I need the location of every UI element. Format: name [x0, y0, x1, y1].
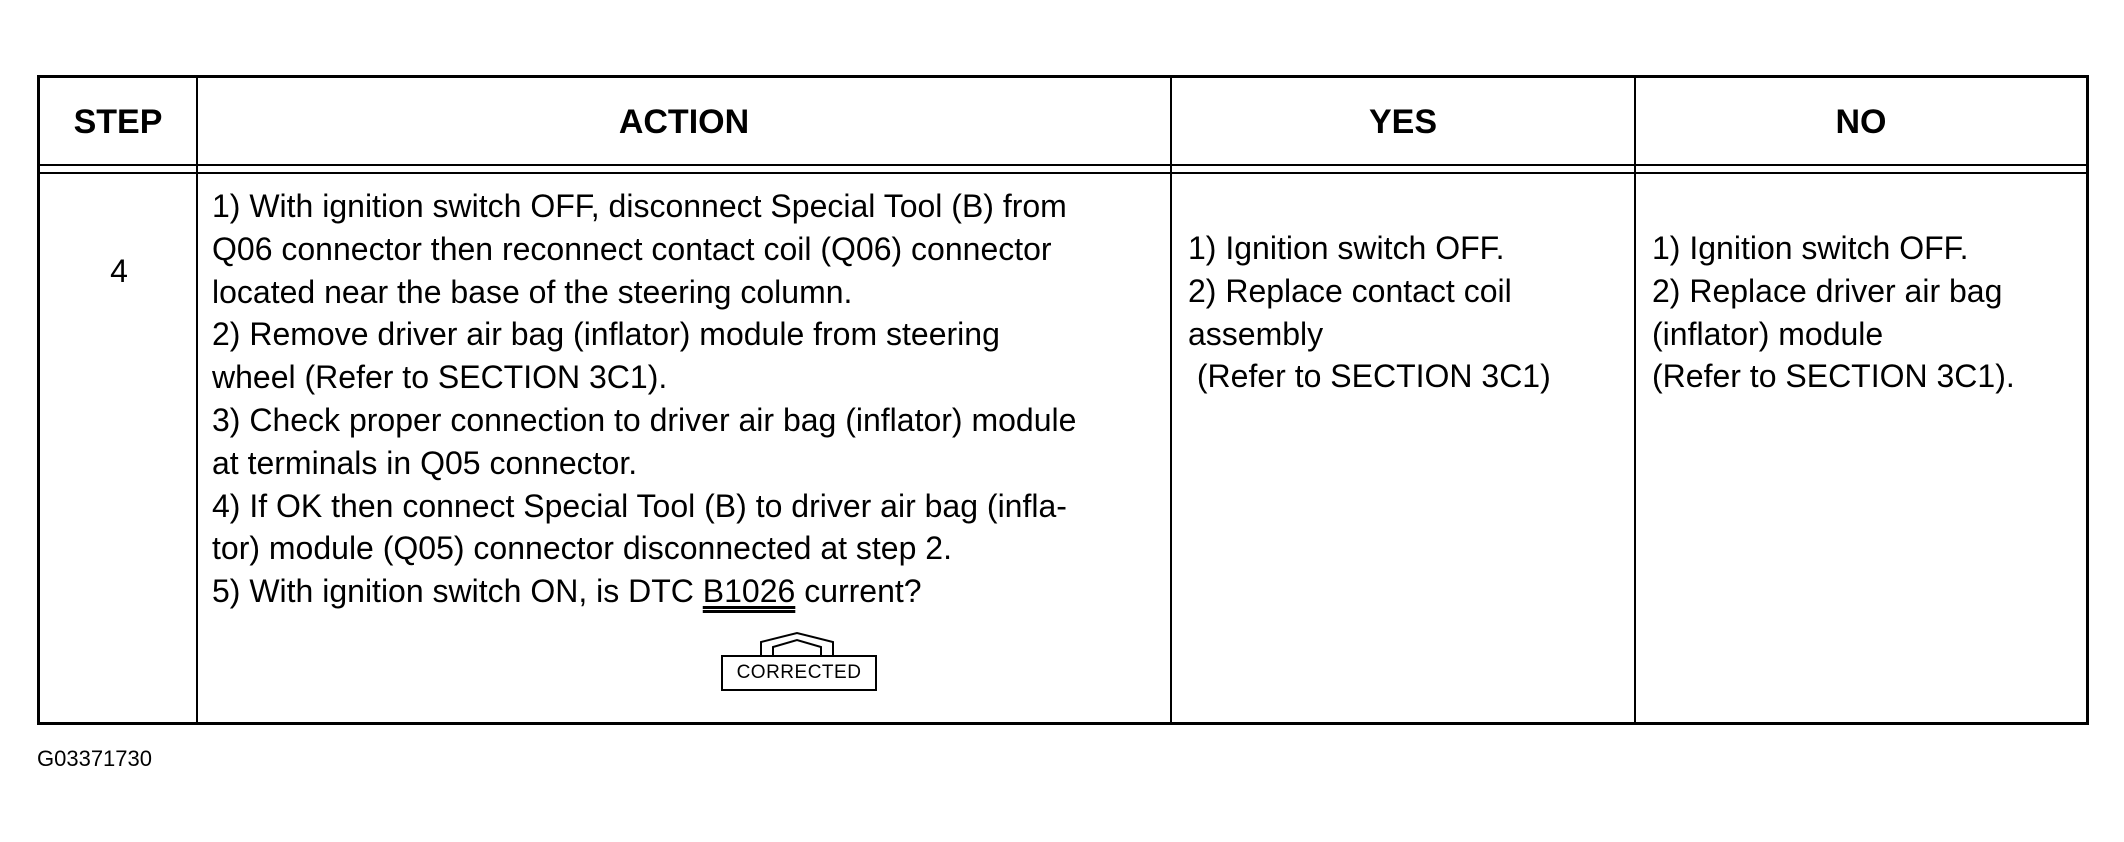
action-line: 2) Remove driver air bag (inflator) module from steering: [212, 316, 1000, 353]
no-cell: [1652, 227, 2082, 398]
diagnostic-table: [37, 75, 2089, 725]
action-line: wheel (Refer to SECTION 3C1).: [212, 359, 668, 396]
question-suffix: current?: [795, 573, 922, 610]
action-line-question: [212, 570, 1167, 613]
header-yes: YES: [1368, 102, 1438, 141]
header-no: NO: [1835, 102, 1887, 141]
header-action: ACTION: [618, 102, 750, 141]
column-divider: [1634, 78, 1636, 722]
no-line: (Refer to SECTION 3C1).: [1652, 358, 2015, 395]
column-divider: [1170, 78, 1172, 722]
figure-id: G03371730: [37, 746, 152, 771]
header-rule: [40, 172, 2086, 174]
yes-line: 1) Ignition switch OFF.: [1188, 230, 1505, 266]
action-line: 3) Check proper connection to driver air bag (inflator) module: [212, 401, 1077, 438]
dtc-code: B1026: [702, 573, 796, 610]
yes-line: (Refer to SECTION 3C1): [1188, 358, 1551, 395]
action-line: located near the base of the steering column.: [212, 273, 853, 310]
no-line: (inflator) module: [1652, 315, 1884, 352]
yes-line: assembly: [1188, 315, 1324, 352]
action-line: 4) If OK then connect Special Tool (B) to driver air bag (infla-: [212, 487, 1067, 524]
yes-cell: [1188, 227, 1628, 398]
action-line: 1) With ignition switch OFF, disconnect Special Tool (B) from: [212, 188, 1067, 224]
question-prefix: 5) With ignition switch ON, is DTC: [212, 573, 703, 610]
action-line: at terminals in Q05 connector.: [212, 444, 638, 481]
action-line: Q06 connector then reconnect contact coil (Q06) connector: [212, 230, 1052, 267]
header-step: STEP: [73, 102, 163, 141]
action-cell: [212, 185, 1167, 613]
no-line: 1) Ignition switch OFF.: [1652, 230, 1969, 266]
no-line: 2) Replace driver air bag: [1652, 272, 2003, 309]
step-number: 4: [110, 253, 128, 289]
yes-line: 2) Replace contact coil: [1188, 272, 1512, 309]
action-line: tor) module (Q05) connector disconnected at step 2.: [212, 530, 952, 567]
corrected-stamp: [721, 629, 891, 709]
column-divider: [196, 78, 198, 722]
corrected-label: CORRECTED: [721, 655, 877, 691]
